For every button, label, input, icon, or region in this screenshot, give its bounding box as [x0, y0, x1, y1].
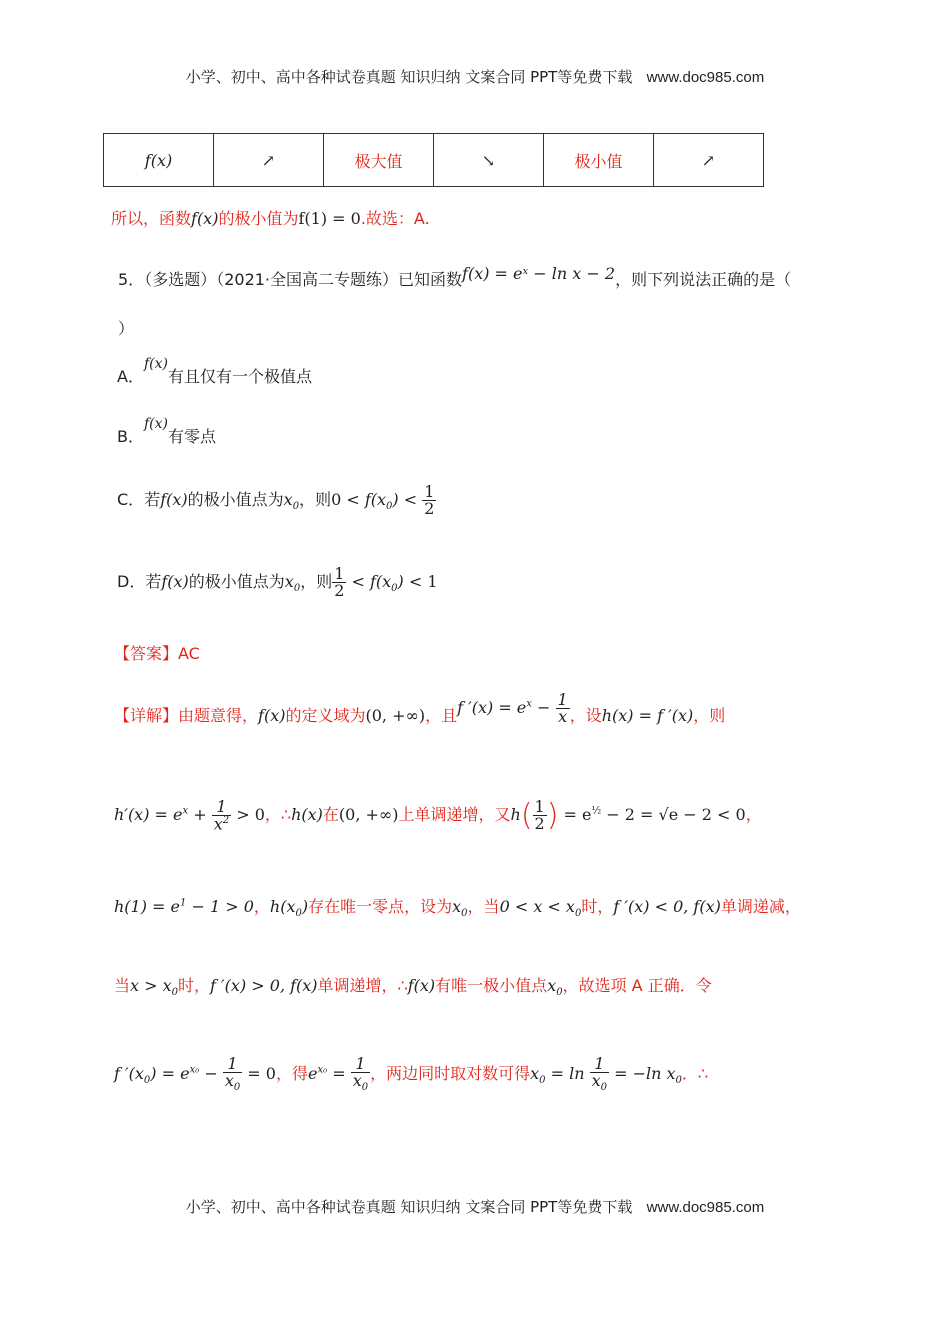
table-cell: ↗ — [214, 134, 324, 187]
option-d[interactable]: D．若f(x)的极小值点为$x_0$，则 $\frac{1}{2}$ < $f(x_0) < 1$ — [117, 564, 438, 600]
table-cell: ↘ — [434, 134, 544, 187]
detail-line-4: 当$x > x_0$时，f ′(x) > 0, f(x)单调递增，∴f(x)有唯一极小值点$x_0$，故选项 A 正确．令 — [114, 976, 712, 999]
option-c[interactable]: C．若f(x)的极小值点为$x_0$，则$0 < f(x_0)$ < $\frac{1}{2}$ — [117, 482, 435, 518]
footer-text: 小学、初中、高中各种试卷真题 知识归纳 文案合同 PPT等免费下载 — [185, 1198, 633, 1216]
header-url[interactable]: www.doc985.com — [646, 69, 765, 86]
page-footer — [0, 1196, 950, 1217]
page-header — [0, 66, 950, 87]
table-row — [104, 134, 764, 187]
answer-line: 【答案】AC — [114, 644, 200, 663]
conclusion-line: 所以，函数f(x)的极小值为f(1) = 0.故选：A. — [111, 209, 430, 228]
header-text: 小学、初中、高中各种试卷真题 知识归纳 文案合同 PPT等免费下载 — [185, 68, 633, 86]
detail-line-3: $h(1) = e^1 - 1 > 0$，$h(x_0)$存在唯一零点，设为$x_0$，当$0 < x < x_0$时，f ′(x) < 0, f(x)单调递减， — [114, 897, 801, 920]
question-stem: 5．（多选题）（2021·全国高二专题练）已知函数f(x) = eˣ − ln x − 2，则下列说法正确的是（ — [118, 264, 792, 289]
detail-line-1: 【详解】由题意得，f(x)的定义域为(0, +∞)，且f $'(x) = e^x$ − $\frac{1}{x}$ ，设h(x) = f ′(x)，则 — [114, 690, 726, 726]
table-cell: 极小值 — [544, 134, 654, 187]
question-close: ） — [118, 319, 135, 338]
detail-line-5: f $'(x_0) = e^{x_0}$ − $\frac{1}{x_0}$ = 0，得$e^{x_0}$ = $\frac{1}{x_0}$ ，两边同时取对数可得$x_0 = \ln$ $\frac{1}{x_0}$ = −ln $x_0$．∴ — [114, 1054, 709, 1094]
footer-url[interactable]: www.doc985.com — [646, 1199, 765, 1216]
table-cell: ↗ — [654, 134, 764, 187]
option-a[interactable]: A．f(x)有且仅有一个极值点 — [117, 356, 312, 386]
table-cell: 极大值 — [324, 134, 434, 187]
option-b[interactable]: B．f(x)有零点 — [117, 416, 217, 446]
detail-line-2: $h'(x) = e^x$ + $\frac{1}{x^2}$ > 0，∴h(x)在(0, +∞)上单调递增，又h( $\frac{1}{2}$ ) = $e^{\frac{1}{2}} - 2 = √e - 2 < 0$， — [114, 796, 762, 834]
table-cell: f(x) — [104, 134, 214, 187]
sign-table — [103, 133, 764, 187]
